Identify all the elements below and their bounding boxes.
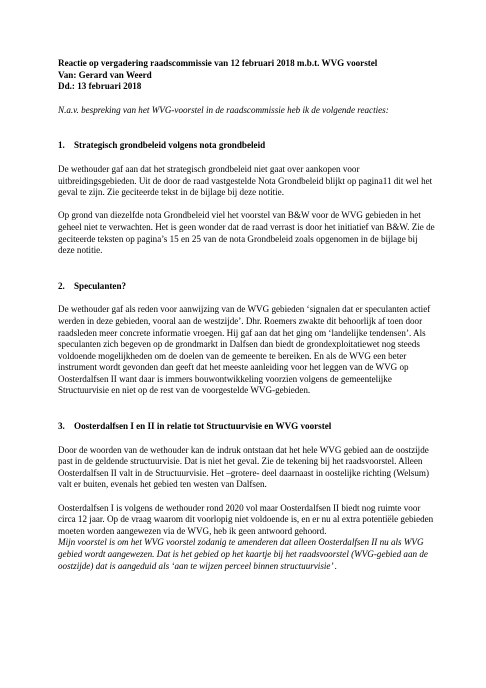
section-1-paragraph-1: De wethouder gaf aan dat het strategisch grondbeleid niet gaat over aankopen voor uitbreidingsgebieden. Uit de door de raad vastgestelde Nota Grondbeleid blijkt op pagina11 dit wel het geval te zijn. Zie geciteerde tekst in de bijlage bij deze notitie. bbox=[58, 163, 433, 198]
section-2-title: Speculanten? bbox=[74, 280, 127, 291]
doc-author: Van: Gerard van Weerd bbox=[58, 69, 152, 80]
doc-title: Reactie op vergadering raadscommissie van 12 februari 2018 m.b.t. WVG voorstel bbox=[58, 58, 378, 68]
section-3-number: 3. bbox=[58, 421, 65, 432]
doc-date: Dd.: 13 februari 2018 bbox=[58, 81, 142, 92]
section-1-title: Strategisch grondbeleid volgens nota grondbeleid bbox=[74, 140, 266, 151]
section-3-proposal: Mijn voorstel is om het WVG voorstel zodanig te amenderen dat alleen Oosterdalfsen II nu als WVG gebied wordt aangewezen. Dat is het gebied op het kaartje bij het raadsvoorstel (WVG-gebied aan de oostzijde) dat is aangeduid als ‘aan te wijzen perceel binnen structuurvisie’ . bbox=[58, 537, 428, 571]
section-2-number: 2. bbox=[58, 280, 65, 291]
section-2-paragraph-1: De wethouder gaf als reden voor aanwijzing van de WVG gebieden ‘signalen dat er speculanten actief werden in deze gebieden, vooral aan de westzijde’. Dhr. Roemers zwakte dit behoorlijk af toen door raadsleden meer concrete informatie vroegen. Hij gaf aan dat het ging om ‘landelijke tendensen’. Als speculanten zich begeven op de grondmarkt in Dalfsen dan biedt de grondexploitatiewet nog steeds voldoende mogelijkheden om de doelen van de gemeente te bereiken. En als de WVG een beter instrument wordt gevonden dan geeft dat het meeste aanleiding voor het leggen van de WVG op Oosterdalfsen II want daar is immers bouwontwikkeling voorzien volgens de gemeentelijke Structuurvisie en niet op de rest van de voorgestelde WVG-gebieden. bbox=[58, 304, 431, 396]
intro-text: N.a.v. bespreking van het WVG-voorstel in de raadscommissie heb ik de volgende reacties: bbox=[58, 104, 389, 115]
section-1-heading bbox=[58, 140, 436, 152]
section-3-title: Oosterdalfsen I en II in relatie tot Structuurvisie en WVG voorstel bbox=[74, 421, 332, 432]
section-1-paragraph-2: Op grond van diezelfde nota Grondbeleid viel het voorstel van B&W voor de WVG gebieden in het geheel niet te verwachten. Het is geen wonder dat de raad verrast is door het initiatief van B&W. Zie de geciteerde teksten op pagina’s 15 en 25 van de nota Grondbeleid zoals opgenomen in de bijlage bij deze notitie. bbox=[58, 210, 435, 256]
section-3-paragraph-2: Oosterdalfsen I is volgens de wethouder rond 2020 vol maar Oosterdalfsen II biedt nog ruimte voor circa 12 jaar. Op de vraag waarom dit voorlopig niet voldoende is, en er nu al extra potentiële gebieden moeten worden aangewezen via de WVG, heb ik geen antwoord gehoord. bbox=[58, 502, 434, 536]
section-2-heading bbox=[58, 281, 436, 293]
section-3-paragraph-1: Door de woorden van de wethouder kan de indruk ontstaan dat het hele WVG gebied aan de oostzijde past in de geldende structuurvisie. Dat is niet het geval. Zie de tekening bij het raadsvoorstel. Alleen Oosterdalfsen II valt in de Structuurvisie. Het –grotere- deel daarnaast in oostelijke richting (Welsum) valt er buiten, evenals het gebied ten westen van Dalfsen. bbox=[58, 444, 429, 490]
section-1-number: 1. bbox=[58, 140, 65, 151]
section-3-heading bbox=[58, 421, 436, 433]
